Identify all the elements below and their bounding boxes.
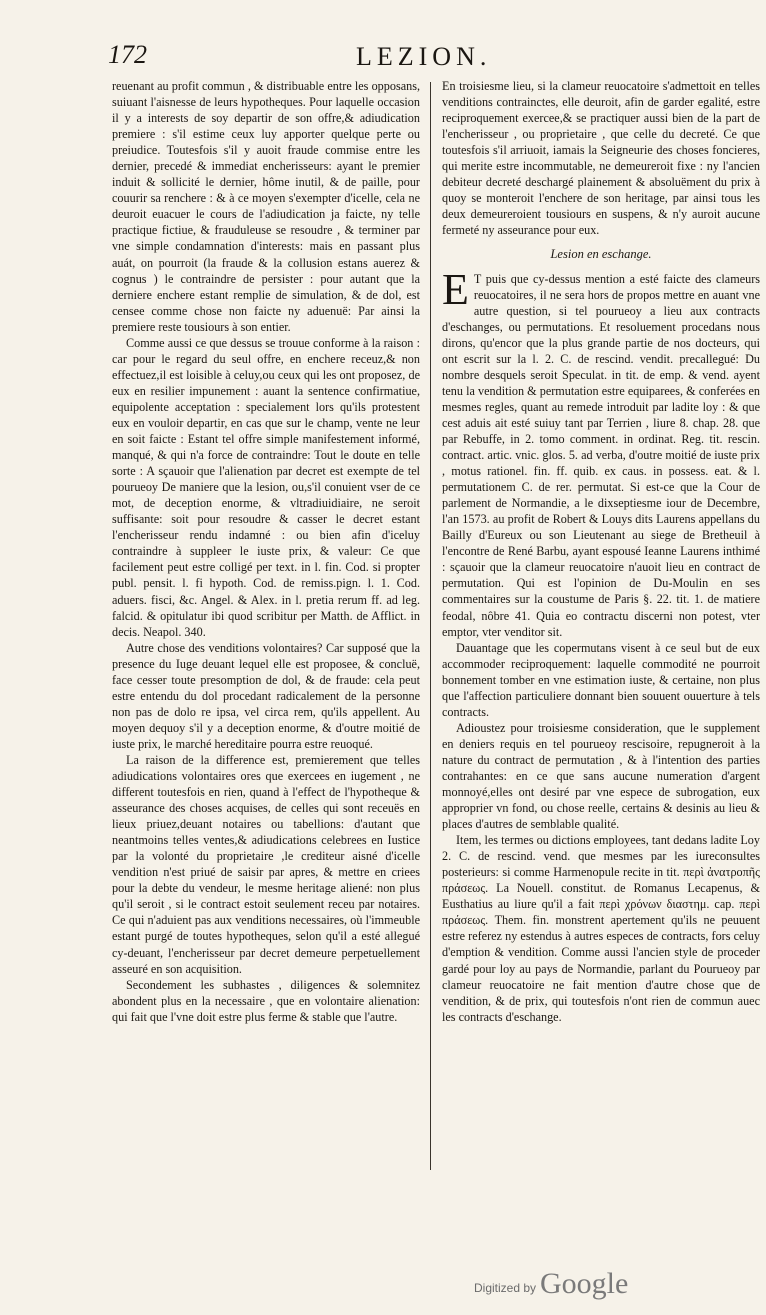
right-paragraph-4: Item, les termes ou dictions employees, tant dedans ladite Loy 2. C. de rescind. vend. que mesmes par les iureconsultes posterieurs: si comme Harmenopule recite in tit. περὶ ἀνατροπῆς πράσεως. La Nouell. constitut. de Romanus Lecapenus, & Eusthatius au liure qu'il a fait περὶ χρόνων διαστημ. cap. περὶ πράσεως. Them. fin. monstrent apertement qu'ils ne peuuent estre referez ny estendus à autres especes de contracts, fors celuy d'emption & vendition. Comme aussi l'ancien style de proceder gardé pour loy au pays de Normandie, parlant du Pourueoy par clameur reuocatoire ne fait mention d'autre chose que de vendition, & de prix, qui toutesfois n'ont rien de commun auec les contracts d'eschange. bbox=[442, 833, 760, 1024]
right-column bbox=[442, 78, 760, 1213]
left-paragraph-1: reuenant au profit commun , & distribuable entre les opposans, suiuant l'aisnesse de leurs hypotheques. Pour laquelle occasion il y a interests de soy departir de son offre,& adiudication premiere : s'il estime ceux luy apporter quelque perte ou preiudice. Toutesfois s'il y auoit fraude commise entre les dernier, precedé & immediat encherisseurs: ayant le premier induit & sollicité le dernier, hôme inutil, & de paille, pour couurir sa renchere : & à ce moyen s'exempter d'icelle, cela ne deuroit euacuer le cours de l'adiudication ja faicte, ny telle practique fictiue, & frauduleuse se resoudre , & terminer par vne simple condamnation d'interests: mais en passant plus auát, on pourroit (la fraude & la collusion estans auerez & cognus ) le contraindre de persister : pour autant que la derniere enchere estant remplie de simulation, & de dol, est censee comme chose non faicte ny aduenuë: Par ainsi la premiere reste tousiours à son entier. bbox=[112, 79, 420, 334]
left-paragraph-5: Secondement les subhastes , diligences & solemnitez abondent plus en la necessaire , que en volontaire alienation: qui fait que l'vne doit estre plus ferme & stable que l'autre. bbox=[112, 977, 420, 1024]
running-title: LEZION. bbox=[356, 42, 492, 71]
right-paragraph-1-text: T puis que cy-dessus mention a esté faicte des clameurs reuocatoires, il ne sera hors de propos mettre en auant vne autre question, si tel pourueoy a lieu aux contracts d'eschanges, ou permutations. Et resoluement procedans nous dirons, qu'encor que la plus grande partie de nos docteurs, qui ont escrit sur la l. 2. C. de rescind. vendit. precallegué: Du nombre desquels seroit Speculat. in tit. de emp. & vend. ayent tenu la vendition & permutation estre equiparees, & conferées en mesmes regles, quant au remede introduit par ladite loy : & que cest aduis ait esté suiuy tant par Terrien , liure 8. chap. 28. que par Rebuffe, in 2. tomo comment. in ordinat. Reg. tit. rescin. contract. artic. vnic. glos. 5. ad verba, d'outre moitié de iuste prix , motus rationel. fin. ff. quib. ex caus. in possess. eat. & l. permutationem C. de rer. permutat. Si est-ce que la Cour de parlement de Normandie, a le dixseptiesme iour de Decembre, l'an 1573. au profit de Robert & Louys dits Laurens appellans du Bailly d'Eureux ou son Lieutenant au siege de Bretheuil à l'encontre de René Barbu, ayant espousé Ieanne Laurens inthimé : sçauoir que la clameur reuocatoire n'auoit lieu en contract de permutation. Qui est l'opinion de Du-Moulin en ses commentaires sur la coustume de Paris §. 22. tit. 1. de matiere feodal, nôbre 41. Quia eo contractu discerni non potest, vter emptor, vter venditor sit. bbox=[442, 271, 760, 639]
left-paragraph-4: La raison de la difference est, premierement que telles adiudications volontaires ores que exercees en iugement , ne different toutesfois en rien, quand à l'effect de l'hypotheque & asseurance des choses acquises, de celles qui sont receuës en lieux priuez,deuant notaires ou tabellions: d'autant que neantmoins telles ventes,& adiudications celebrees en Iustice par la volonté du proprietaire ,le crediteur aisné d'icelle vendition n'est priué de saisir par apres, & mettre en criees pour la debte du vendeur, le mesme heritage aliené: non plus qu'il seroit , si le contract estoit seulement receu par notaires. Ce qui n'aduient pas aux venditions necessaires, où l'immeuble estant purgé de toutes hypotheques, selon qu'il a esté allegué cy-deuant, l'encherisseur par decret demeure perpetuellement asseuré en son acquisition. bbox=[112, 752, 420, 976]
right-paragraph-1 bbox=[442, 264, 760, 640]
page-number: 172 bbox=[108, 40, 147, 69]
section-title: Lesion en eschange. bbox=[550, 247, 652, 262]
digitization-watermark bbox=[474, 1267, 674, 1307]
column-divider bbox=[430, 82, 431, 1170]
google-logo: Google bbox=[540, 1267, 629, 1300]
right-paragraph-2: Dauantage que les copermutans visent à ce seul but de eux accommoder reciproquement: laquelle commodité ne pourroit bonnement tomber en vne estimation iuste, & certaine, non plus que l'affection particuliere donnant bien souuent ouuerture à tels contracts. bbox=[442, 640, 760, 719]
right-paragraph-3: Adioustez pour troisiesme consideration, que le supplement en deniers requis en tel pourueoy rescisoire, repugneroit à la nature du contract de permutation , & à l'intention des parties contrahantes: en ce que sans aucune numeration d'argent monnoyé,elles ont desiré par vne espece de subrogation, eux approprier vn fond, ou chose reelle, certains & desinis au lieu & places d'autres de semblable qualité. bbox=[442, 720, 760, 832]
right-paragraph-top: En troisiesme lieu, si la clameur reuocatoire s'admettoit en telles venditions contrainctes, elle deuroit, afin de garder egalité, estre reciproquement exercee,& se practiquer aussi bien de la part de l'encherisseur , ou proprietaire , que celle du decreté. Ce que toutesfois s'il arriuoit, iamais la Seigneurie des choses foncieres, qui merite estre incommutable, ne demeureroit fixe : ny l'ancien debiteur decreté deschargé plainement & absoluëment du prix à quoy se monteroit l'enchere de son heritage, par ainsi tous les deux demeureroient tousiours en suspens, & n'y auroit aucune fermeté ny asseurance pour eux. bbox=[442, 79, 760, 238]
left-column bbox=[112, 78, 420, 1213]
left-paragraph-3: Autre chose des venditions volontaires? Car supposé que la presence du Iuge deuant lequel elle est proposee, & concluë, face cesser toute presomption de dol, & de fraude: cela peut estre entendu du dol procedant radicalement de la personne non pas de dolo re ipsa, vel circa rem, qu'ils appellent. Au moyen dequoy s'il y a deception enorme, & d'outre moitié de iuste prix, le marché hereditaire pourra estre reuoqué. bbox=[112, 640, 420, 751]
drop-cap-letter: E bbox=[442, 264, 469, 314]
digitized-by-label: Digitized by bbox=[474, 1281, 537, 1295]
left-paragraph-2: Comme aussi ce que dessus se trouue conforme à la raison : car pour le regard du seul offre, en enchere receuz,& non effectuez,il est loisible à celuy,ou ceux qui les ont proposez, de eux en resilier impunement : auant la sentence confirmatiue, equipolente acceptation : specialement lors qu'ils protestent eux en vouloir departir, en cas que sur le champ, vente ne leur en soit faicte : Estant tel offre simple manifestement informé, manqué, & qui n'a force de contraindre: Tout le doute en telle sorte : A sçauoir que l'alienation par decret est exempte de tel pourueoy De maniere que la lesion, ou,s'il conuient vser de ce mot, de deception enorme, & vltradiuidiaire, ne seroit suffisante: soit pour resoudre & casser le decret estant l'encherisseur rendu indamné : ou bien afin d'iceluy contraindre à suppleer le iuste prix, & valeur: Ce que facilement peut estre colligé per text. in l. fin. Cod. si propter publ. pensit. l. fi hypoth. Cod. de remiss.pign. l. 1. Cod. aduers. fisci, &c. Angel. & Alex. in l. pretia rerum ff. ad leg. falcid. & opitulatur ibi quod scribitur per Matth. de Afflict. in decis. Neapol. 340. bbox=[112, 335, 420, 639]
page-header bbox=[0, 40, 766, 80]
